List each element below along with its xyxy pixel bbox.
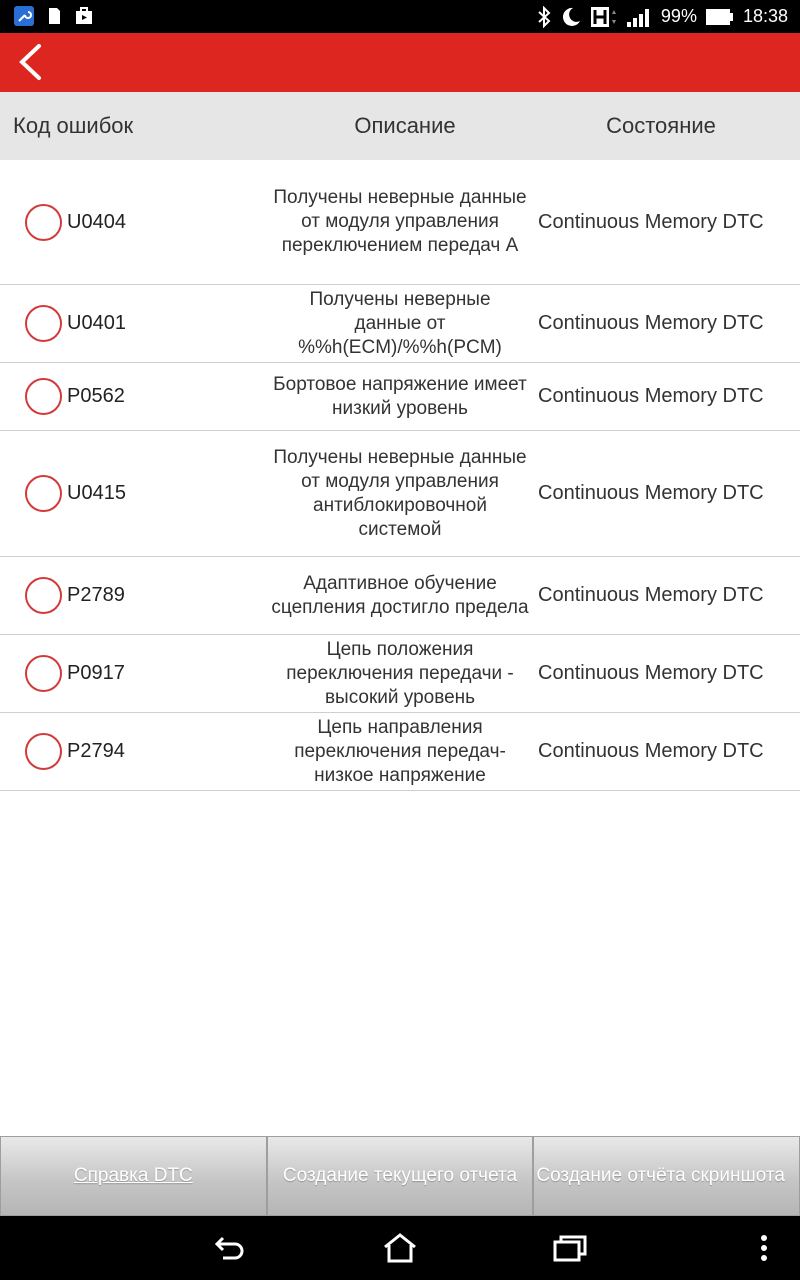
- dtc-code: U0401: [67, 312, 126, 334]
- header-state: Состояние: [606, 113, 716, 138]
- dtc-description: Адаптивное обучение сцепления достигло предела: [271, 572, 529, 618]
- create-current-report-button[interactable]: [267, 1136, 534, 1216]
- dtc-description: Цепь положения переключения передачи - высокий уровень: [286, 638, 514, 708]
- table-row[interactable]: [0, 363, 800, 431]
- battery-percent: 99%: [660, 6, 697, 26]
- dtc-code: P2794: [67, 740, 125, 762]
- dtc-state: Continuous Memory DTC: [538, 312, 764, 334]
- select-radio[interactable]: [25, 733, 62, 770]
- dtc-description: Цепь направления переключения передач- низкое напряжение: [294, 716, 506, 786]
- back-icon: [213, 1233, 247, 1263]
- navigation-bar: [0, 1216, 800, 1280]
- dtc-state: Continuous Memory DTC: [538, 662, 764, 684]
- table-row[interactable]: [0, 285, 800, 363]
- dtc-code: P0562: [67, 385, 125, 407]
- select-radio[interactable]: [25, 204, 62, 241]
- table-row[interactable]: [0, 713, 800, 791]
- table-row[interactable]: [0, 160, 800, 285]
- create-screenshot-report-button[interactable]: [533, 1136, 800, 1216]
- table-row[interactable]: [0, 635, 800, 713]
- dtc-state: Continuous Memory DTC: [538, 210, 764, 233]
- status-bar: [0, 0, 800, 33]
- briefcase-icon: [74, 6, 94, 26]
- clock: 18:38: [742, 6, 788, 26]
- h-network-icon: [591, 6, 617, 28]
- table-header: [0, 92, 800, 160]
- chevron-left-icon: [17, 43, 43, 81]
- nav-home-button[interactable]: [380, 1230, 420, 1266]
- dtc-state: Continuous Memory DTC: [538, 584, 764, 606]
- overflow-menu-icon: [760, 1233, 768, 1263]
- create-current-report-label: Создание текущего отчета: [282, 1165, 518, 1186]
- signal-icon: [626, 6, 652, 28]
- dtc-code: U0415: [67, 482, 126, 504]
- dtc-help-button[interactable]: [0, 1136, 267, 1216]
- sd-card-icon: [44, 6, 64, 26]
- select-radio[interactable]: [25, 577, 62, 614]
- dtc-state: Continuous Memory DTC: [538, 385, 764, 407]
- dtc-description: Бортовое напряжение имеет низкий уровень: [273, 373, 527, 419]
- create-screenshot-report-label: Создание отчёта скриншота: [536, 1165, 785, 1186]
- wrench-icon: [14, 6, 34, 26]
- nav-back-button[interactable]: [210, 1230, 250, 1266]
- dtc-code: U0404: [67, 210, 126, 233]
- select-radio[interactable]: [25, 475, 62, 512]
- app-toolbar: [0, 33, 800, 92]
- nav-recent-apps-button[interactable]: [550, 1230, 590, 1266]
- dtc-code: P2789: [67, 584, 125, 606]
- moon-icon: [560, 6, 582, 28]
- header-description: Описание: [354, 113, 456, 138]
- home-icon: [382, 1232, 418, 1264]
- bottom-action-bar: [0, 1136, 800, 1216]
- select-radio[interactable]: [25, 378, 62, 415]
- table-row[interactable]: [0, 557, 800, 635]
- nav-overflow-menu-button[interactable]: [746, 1230, 782, 1266]
- bluetooth-icon: [537, 6, 551, 28]
- dtc-description: Получены неверные данные от %%h(ECM)/%%h(PCM): [298, 288, 502, 358]
- dtc-description: Получены неверные данные от модуля управления переключением передач A: [273, 187, 527, 256]
- table-row[interactable]: [0, 431, 800, 557]
- back-button[interactable]: [10, 39, 50, 85]
- dtc-list: [0, 160, 800, 791]
- status-bar-notifications: [14, 6, 94, 26]
- dtc-code: P0917: [67, 662, 125, 684]
- battery-icon: [706, 8, 734, 26]
- dtc-description: Получены неверные данные от модуля управления антиблокировочной системой: [273, 446, 527, 540]
- header-code: Код ошибок: [13, 113, 134, 138]
- dtc-state: Continuous Memory DTC: [538, 740, 764, 762]
- dtc-state: Continuous Memory DTC: [538, 482, 764, 504]
- select-radio[interactable]: [25, 655, 62, 692]
- dtc-help-label: Справка DTC: [73, 1165, 193, 1186]
- status-bar-system: [537, 0, 788, 33]
- recent-apps-icon: [552, 1233, 588, 1263]
- select-radio[interactable]: [25, 305, 62, 342]
